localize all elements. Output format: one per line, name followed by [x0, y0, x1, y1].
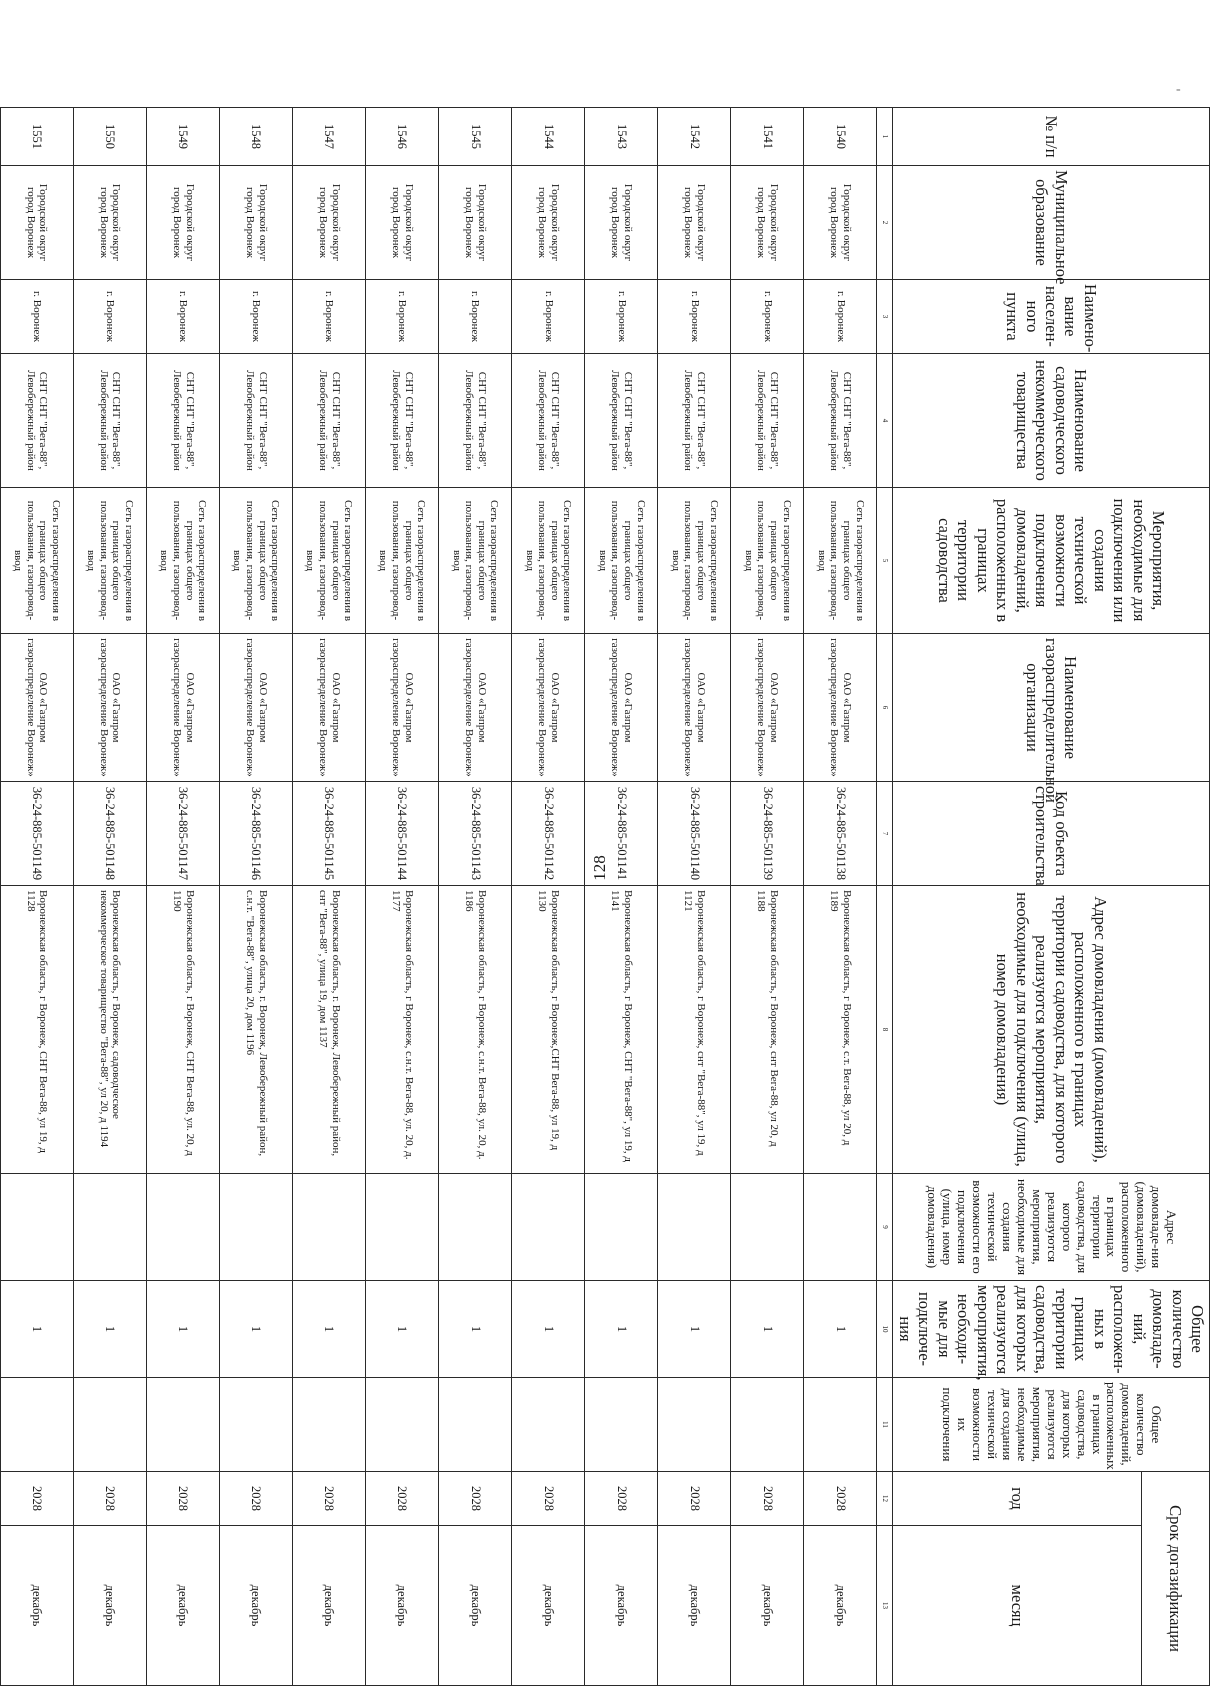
count-tech-cell	[658, 1378, 731, 1472]
count-cell: 1	[73, 1281, 146, 1378]
measures-cell: Сеть газораспределения в границах общего пользования, газопровод-ввод	[146, 488, 219, 634]
table-row	[585, 108, 658, 1686]
measures-cell: Сеть газораспределения в границах общего пользования, газопровод-ввод	[366, 488, 439, 634]
year-cell: 2028	[804, 1472, 877, 1526]
count-tech-cell	[731, 1378, 804, 1472]
object-code-cell: 36-24-885-501149	[0, 782, 73, 886]
header-deadline: Срок догазификации	[1142, 1472, 1210, 1686]
object-code-cell: 36-24-885-501144	[366, 782, 439, 886]
partnership-cell: СНТ СНТ "Вега-88", Левобережный район	[658, 354, 731, 488]
year-cell: 2028	[146, 1472, 219, 1526]
object-code-cell: 36-24-885-501143	[439, 782, 512, 886]
address-cell: Воронежская область, г Воронеж, с.н.т. Вега-88, ул. 20, д. 1177	[366, 886, 439, 1174]
header-year: год	[893, 1472, 1142, 1526]
gas-org-cell: ОАО «Газпром газораспределение Воронеж»	[439, 634, 512, 782]
row-number: 1544	[512, 108, 585, 166]
header-measures: Мероприятия, необходимые для подключения или создания технической возможности подключения домовладений, расположенных в границах территории садоводства	[893, 488, 1210, 634]
header-total-count: Общее количество домовладе-ний, расположен-ных в границах территории садоводства, для которых реализуются мероприятия, необходи-мые для подключе-ния	[893, 1281, 1210, 1378]
column-number: 5	[877, 488, 893, 634]
year-cell: 2028	[512, 1472, 585, 1526]
measures-cell: Сеть газораспределения в границах общего пользования, газопровод-ввод	[658, 488, 731, 634]
settlement-cell: г. Воронеж	[804, 280, 877, 354]
gasification-table	[0, 107, 1210, 1686]
row-number: 1546	[366, 108, 439, 166]
measures-cell: Сеть газораспределения в границах общего пользования, газопровод-ввод	[585, 488, 658, 634]
month-cell: декабрь	[804, 1526, 877, 1686]
partnership-cell: СНТ СНТ "Вега-88", Левобережный район	[731, 354, 804, 488]
gas-org-cell: ОАО «Газпром газораспределение Воронеж»	[731, 634, 804, 782]
settlement-cell: г. Воронеж	[293, 280, 366, 354]
year-cell: 2028	[366, 1472, 439, 1526]
count-cell: 1	[585, 1281, 658, 1378]
row-number: 1551	[0, 108, 73, 166]
address-cell: Воронежская область, г. Воронеж, Левобережный район, с.н.т. "Вега-88", улица 20, дом 1196	[219, 886, 292, 1174]
settlement-cell: г. Воронеж	[658, 280, 731, 354]
municipality-cell: Городской округ город Воронеж	[512, 166, 585, 280]
month-cell: декабрь	[585, 1526, 658, 1686]
partnership-cell: СНТ СНТ "Вега-88", Левобережный район	[439, 354, 512, 488]
month-cell: декабрь	[366, 1526, 439, 1686]
measures-cell: Сеть газораспределения в границах общего пользования, газопровод-ввод	[0, 488, 73, 634]
partnership-cell: СНТ СНТ "Вега-88", Левобережный район	[366, 354, 439, 488]
column-number: 4	[877, 354, 893, 488]
settlement-cell: г. Воронеж	[73, 280, 146, 354]
month-cell: декабрь	[658, 1526, 731, 1686]
column-number: 12	[877, 1472, 893, 1526]
address-cell: Воронежская область, г Воронеж, садоводческое некоммерческое товарищество "Вега-88", ул 20, д 1194	[73, 886, 146, 1174]
address-tech-cell	[146, 1174, 219, 1281]
municipality-cell: Городской округ город Воронеж	[439, 166, 512, 280]
settlement-cell: г. Воронеж	[0, 280, 73, 354]
table-row	[219, 108, 292, 1686]
column-number: 13	[877, 1526, 893, 1686]
gas-org-cell: ОАО «Газпром газораспределение Воронеж»	[73, 634, 146, 782]
object-code-cell: 36-24-885-501147	[146, 782, 219, 886]
month-cell: декабрь	[439, 1526, 512, 1686]
column-number: 6	[877, 634, 893, 782]
object-code-cell: 36-24-885-501138	[804, 782, 877, 886]
address-cell: Воронежская область, г Воронеж,СНТ Вега-88, ул 19, д 1130	[512, 886, 585, 1174]
object-code-cell: 36-24-885-501146	[219, 782, 292, 886]
gas-org-cell: ОАО «Газпром газораспределение Воронеж»	[293, 634, 366, 782]
partnership-cell: СНТ СНТ "Вега-88", Левобережный район	[146, 354, 219, 488]
municipality-cell: Городской округ город Воронеж	[366, 166, 439, 280]
month-cell: декабрь	[219, 1526, 292, 1686]
header-num: № п/п	[893, 108, 1210, 166]
month-cell: декабрь	[146, 1526, 219, 1686]
address-tech-cell	[731, 1174, 804, 1281]
row-number: 1550	[73, 108, 146, 166]
address-tech-cell	[658, 1174, 731, 1281]
gas-org-cell: ОАО «Газпром газораспределение Воронеж»	[146, 634, 219, 782]
address-tech-cell	[73, 1174, 146, 1281]
header-settlement: Наимено-вание населен-ного пункта	[893, 280, 1210, 354]
row-number: 1542	[658, 108, 731, 166]
address-cell: Воронежская область, г Воронеж, с.н.т. Вега-88, ул. 20, д. 1186	[439, 886, 512, 1174]
gas-org-cell: ОАО «Газпром газораспределение Воронеж»	[658, 634, 731, 782]
count-cell: 1	[219, 1281, 292, 1378]
partnership-cell: СНТ СНТ "Вега-88", Левобережный район	[804, 354, 877, 488]
address-tech-cell	[366, 1174, 439, 1281]
address-tech-cell	[804, 1174, 877, 1281]
header-month: месяц	[893, 1526, 1142, 1686]
partnership-cell: СНТ СНТ "Вега-88", Левобережный район	[585, 354, 658, 488]
year-cell: 2028	[0, 1472, 73, 1526]
column-number: 8	[877, 886, 893, 1174]
table-row	[366, 108, 439, 1686]
count-tech-cell	[73, 1378, 146, 1472]
count-cell: 1	[146, 1281, 219, 1378]
address-tech-cell	[219, 1174, 292, 1281]
settlement-cell: г. Воронеж	[585, 280, 658, 354]
address-cell: Воронежская область, г Воронеж, СНТ Вега-88, ул 19, д 1128	[0, 886, 73, 1174]
municipality-cell: Городской округ город Воронеж	[804, 166, 877, 280]
column-number: 2	[877, 166, 893, 280]
count-tech-cell	[0, 1378, 73, 1472]
month-cell: декабрь	[512, 1526, 585, 1686]
count-tech-cell	[293, 1378, 366, 1472]
measures-cell: Сеть газораспределения в границах общего пользования, газопровод-ввод	[512, 488, 585, 634]
count-cell: 1	[0, 1281, 73, 1378]
address-tech-cell	[512, 1174, 585, 1281]
address-cell: Воронежская область, г Воронеж, СНТ "Вега-88", ул 19, д 1141	[585, 886, 658, 1174]
table-body	[0, 108, 877, 1686]
gas-org-cell: ОАО «Газпром газораспределение Воронеж»	[585, 634, 658, 782]
page-number: 128	[590, 855, 609, 881]
gas-org-cell: ОАО «Газпром газораспределение Воронеж»	[366, 634, 439, 782]
month-cell: декабрь	[0, 1526, 73, 1686]
year-cell: 2028	[731, 1472, 804, 1526]
header-object-code: Код объекта строительства	[893, 782, 1210, 886]
measures-cell: Сеть газораспределения в границах общего пользования, газопровод-ввод	[804, 488, 877, 634]
municipality-cell: Городской округ город Воронеж	[146, 166, 219, 280]
municipality-cell: Городской округ город Воронеж	[658, 166, 731, 280]
count-cell: 1	[658, 1281, 731, 1378]
address-cell: Воронежская область, г Воронеж, снт Вега-88, ул 20, д 1188	[731, 886, 804, 1174]
measures-cell: Сеть газораспределения в границах общего пользования, газопровод-ввод	[293, 488, 366, 634]
row-number: 1543	[585, 108, 658, 166]
municipality-cell: Городской округ город Воронеж	[73, 166, 146, 280]
column-number: 10	[877, 1281, 893, 1378]
count-cell: 1	[439, 1281, 512, 1378]
header-address: Адрес домовладения (домовладений), расположенного в границах территории садоводства, для которого реализуются мероприятия, необходимые для подключения (улица, номер домовладения)	[893, 886, 1210, 1174]
month-cell: декабрь	[293, 1526, 366, 1686]
measures-cell: Сеть газораспределения в границах общего пользования, газопровод-ввод	[73, 488, 146, 634]
address-cell: Воронежская область, г Воронеж, снт "Вега-88", ул 19, д 1121	[658, 886, 731, 1174]
count-tech-cell	[439, 1378, 512, 1472]
partnership-cell: СНТ СНТ "Вега-88", Левобережный район	[73, 354, 146, 488]
year-cell: 2028	[585, 1472, 658, 1526]
table-row	[804, 108, 877, 1686]
table-row	[293, 108, 366, 1686]
table-row	[146, 108, 219, 1686]
municipality-cell: Городской округ город Воронеж	[219, 166, 292, 280]
measures-cell: Сеть газораспределения в границах общего пользования, газопровод-ввод	[219, 488, 292, 634]
partnership-cell: СНТ СНТ "Вега-88", Левобережный район	[512, 354, 585, 488]
count-tech-cell	[512, 1378, 585, 1472]
month-cell: декабрь	[73, 1526, 146, 1686]
municipality-cell: Городской округ город Воронеж	[293, 166, 366, 280]
year-cell: 2028	[658, 1472, 731, 1526]
object-code-cell: 36-24-885-501142	[512, 782, 585, 886]
row-number: 1547	[293, 108, 366, 166]
count-tech-cell	[366, 1378, 439, 1472]
gas-org-cell: ОАО «Газпром газораспределение Воронеж»	[804, 634, 877, 782]
header-gas-org: Наименование газораспределительной организации	[893, 634, 1210, 782]
municipality-cell: Городской округ город Воронеж	[0, 166, 73, 280]
count-cell: 1	[293, 1281, 366, 1378]
count-cell: 1	[366, 1281, 439, 1378]
column-number: 9	[877, 1174, 893, 1281]
year-cell: 2028	[293, 1472, 366, 1526]
gas-org-cell: ОАО «Газпром газораспределение Воронеж»	[0, 634, 73, 782]
row-number: 1545	[439, 108, 512, 166]
address-tech-cell	[0, 1174, 73, 1281]
row-number: 1549	[146, 108, 219, 166]
address-tech-cell	[585, 1174, 658, 1281]
column-number: 11	[877, 1378, 893, 1472]
table-row	[73, 108, 146, 1686]
row-number: 1541	[731, 108, 804, 166]
address-tech-cell	[293, 1174, 366, 1281]
count-tech-cell	[804, 1378, 877, 1472]
table-row	[731, 108, 804, 1686]
count-tech-cell	[585, 1378, 658, 1472]
address-cell: Воронежская область, г Воронеж, с.т. Вега-88, ул 20, д 1189	[804, 886, 877, 1174]
settlement-cell: г. Воронеж	[512, 280, 585, 354]
count-tech-cell	[219, 1378, 292, 1472]
address-tech-cell	[439, 1174, 512, 1281]
settlement-cell: г. Воронеж	[366, 280, 439, 354]
object-code-cell: 36-24-885-501139	[731, 782, 804, 886]
header-address-tech: Адрес домовладе-ния (домовладений), расположенного в границах территории садоводства, для которого реализуются мероприятия, необходимые для создания технической возможности его подключения (улица, номер домовладения)	[893, 1174, 1210, 1281]
month-cell: декабрь	[731, 1526, 804, 1686]
count-cell: 1	[731, 1281, 804, 1378]
count-tech-cell	[146, 1378, 219, 1472]
table-row	[439, 108, 512, 1686]
table-row	[658, 108, 731, 1686]
settlement-cell: г. Воронеж	[439, 280, 512, 354]
count-cell: 1	[804, 1281, 877, 1378]
column-number: 3	[877, 280, 893, 354]
year-cell: 2028	[439, 1472, 512, 1526]
gas-org-cell: ОАО «Газпром газораспределение Воронеж»	[219, 634, 292, 782]
municipality-cell: Городской округ город Воронеж	[585, 166, 658, 280]
row-number: 1548	[219, 108, 292, 166]
column-number: 1	[877, 108, 893, 166]
settlement-cell: г. Воронеж	[146, 280, 219, 354]
header-municipality: Муниципальное образование	[893, 166, 1210, 280]
measures-cell: Сеть газораспределения в границах общего пользования, газопровод-ввод	[731, 488, 804, 634]
scan-speck: -	[1176, 82, 1181, 97]
municipality-cell: Городской округ город Воронеж	[731, 166, 804, 280]
object-code-cell: 36-24-885-501145	[293, 782, 366, 886]
partnership-cell: СНТ СНТ "Вега-88", Левобережный район	[293, 354, 366, 488]
settlement-cell: г. Воронеж	[219, 280, 292, 354]
table-row	[512, 108, 585, 1686]
address-cell: Воронежская область, г Воронеж, СНТ Вега-88, ул. 20, д 1190	[146, 886, 219, 1174]
gas-org-cell: ОАО «Газпром газораспределение Воронеж»	[512, 634, 585, 782]
object-code-cell: 36-24-885-501148	[73, 782, 146, 886]
partnership-cell: СНТ СНТ "Вега-88", Левобережный район	[0, 354, 73, 488]
column-number: 7	[877, 782, 893, 886]
object-code-cell: 36-24-885-501141	[585, 782, 658, 886]
object-code-cell: 36-24-885-501140	[658, 782, 731, 886]
measures-cell: Сеть газораспределения в границах общего пользования, газопровод-ввод	[439, 488, 512, 634]
rotated-table-wrapper	[12, 107, 1210, 1685]
address-cell: Воронежская область, г. Воронеж, Левобережный район, снт "Вега-88", улица 19, дом 1137	[293, 886, 366, 1174]
year-cell: 2028	[219, 1472, 292, 1526]
settlement-cell: г. Воронеж	[731, 280, 804, 354]
partnership-cell: СНТ СНТ "Вега-88", Левобережный район	[219, 354, 292, 488]
count-cell: 1	[512, 1281, 585, 1378]
table-row	[0, 108, 73, 1686]
row-number: 1540	[804, 108, 877, 166]
year-cell: 2028	[73, 1472, 146, 1526]
header-partnership: Наименование садоводческого некоммерческого товарищества	[893, 354, 1210, 488]
header-total-tech: Общее количество домовладений, расположенных в границах садоводства, для которых реализуются мероприятия, необходимые для создания технической возможности их подключения	[893, 1378, 1210, 1472]
